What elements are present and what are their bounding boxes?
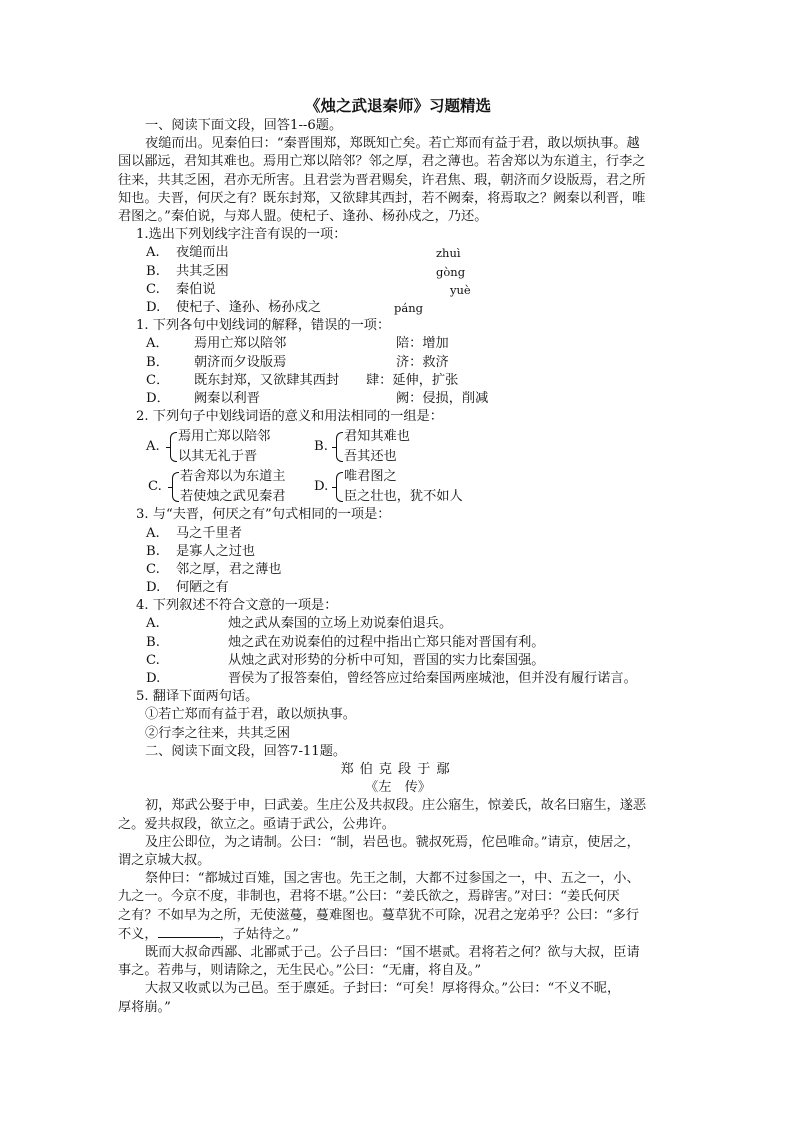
option-text: 共其乏困 [176,263,229,279]
option-text: 烛之武从秦国的立场上劝说秦伯退兵。 [228,616,453,632]
passage-line: 往来，共其乏困，君亦无所害。且君尝为晋君赐矣，许君焦、瑕，朝济而夕设版焉，君之所 [118,172,646,188]
q5-option-c [118,652,678,670]
option-gloss: 济：救济 [396,354,449,370]
translation-item-1: ①若亡郑而有益于君，敢以烦执事。 [145,707,356,723]
option-label: B. [146,543,160,559]
passage-line: 谓之京城大叔。 [118,853,211,869]
q1-option-a [118,244,678,262]
option-label: C. [146,652,160,668]
q4-option-c [118,561,678,579]
option-label: A． [146,336,169,352]
passage-line: 初，郑武公娶于申，曰武姜。生庄公及共叔段。庄公寤生，惊姜氏，故名曰寤生，遂恶 [145,798,647,814]
q5-option-b [118,634,678,652]
option-gloss: 陪：增加 [396,336,449,352]
option-text: 焉用亡郑以陪邻 [194,336,287,352]
option-label: B. [146,263,160,279]
option-label: D. [146,580,161,596]
option-text: 阙秦以利晋 [194,390,260,406]
option-text: 何陋之有 [176,580,229,596]
option-label: B． [146,354,169,370]
q5-option-a [118,615,678,633]
passage-line: 君图之。”秦伯说，与郑人盟。使杞子、逢孙、杨孙戍之，乃还。 [118,209,488,225]
q5-option-d [118,670,678,688]
passage-line: 国以鄙远，君知其难也。焉用亡郑以陪邻？邻之厚，君之薄也。若舍郑以为东道主，行李之 [118,154,646,170]
option-text: 朝济而夕设版焉 [194,354,287,370]
option-gloss: 肆：延伸，扩张 [366,372,459,388]
q3-c-sentence-1: 若舍郑以为东道主 [180,469,286,485]
option-label: A. [146,525,160,541]
q2-option-d [118,390,678,408]
pinyin: páng [394,300,423,315]
option-label: D． [146,390,170,406]
option-text: 从烛之武对形势的分析中可知，晋国的实力比秦国强。 [228,652,545,668]
passage-line: 事之。若弗与，则请除之，无生民心。”公曰：“无庸，将自及。” [118,963,482,979]
q3-a-sentence-1: 焉用亡郑以陪邻 [178,429,271,445]
option-text: 烛之武在劝说秦伯的过程中指出亡郑只能对晋国有利。 [228,634,545,650]
section2-passage [118,797,678,1016]
blank-prefix: 不义， [118,926,158,942]
q3-label-a: A. [146,439,160,455]
q1-option-b [118,263,678,281]
option-label: C． [146,372,170,388]
q1-option-c [118,281,678,299]
passage-line: 之。爱共叔段，欲立之。亟请于武公，公弗许。 [118,816,395,832]
option-text: 邻之厚，君之薄也 [176,561,282,577]
option-text: 既东封郑，又欲肆其西封 [194,372,340,388]
document-page [118,96,678,1017]
option-text: 马之千里者 [176,525,242,541]
option-gloss: 阙：侵损，削减 [396,390,489,406]
article-source: 《左 传》 [365,780,431,796]
q2-option-b [118,354,678,372]
pinyin: gòng [436,264,466,279]
q4-option-a [118,525,678,543]
option-label: C. [146,561,160,577]
q3-d-sentence-1: 唯君图之 [344,469,397,485]
brace-icon [336,432,343,462]
q1-option-d [118,299,678,317]
question-2-stem: 1. 下列各句中划线词的解释，错误的一项： [136,318,391,334]
option-text: 使杞子、逢孙、杨孙戍之 [176,299,322,315]
option-text: 夜缒而出 [176,245,229,261]
option-label: B. [146,634,160,650]
question-1-stem: 1.选出下列划线字注音有误的一项： [136,227,347,243]
option-label: D. [146,671,161,687]
translation-item-2: ②行李之往来，共其乏困 [145,725,291,741]
q3-d-sentence-2: 臣之壮也，犹不如人 [344,489,463,505]
q3-option-grid [118,428,678,506]
passage-line: 之有？不如早为之所，无使滋蔓，蔓难图也。蔓草犹不可除，况君之宠弟乎？公曰：“多行 [118,907,640,923]
section1-heading: 一、阅读下面文段，回答1--6题。 [145,118,343,133]
brace-icon [172,472,179,502]
passage-line: 夜缒而出。见秦伯曰：“秦晋围郑，郑既知亡矣。若亡郑而有益于君，敢以烦执事。越 [145,136,640,152]
article-title: 郑伯克段于鄢 [340,762,456,778]
page-title: 《烛之武退秦师》习题精选 [304,96,491,115]
passage-line: 厚将崩。” [118,999,171,1015]
section2-heading: 二、阅读下面文段，回答7-11题。 [145,743,347,759]
passage-line: 大叔又收贰以为己邑。至于廪延。子封曰：“可矣！厚将得众。”公曰：“不义不昵， [145,981,621,997]
passage-line: 祭仲曰：“都城过百雉，国之害也。先王之制，大都不过参国之一，中、五之一，小、 [145,871,640,887]
option-label: A. [146,245,160,261]
option-text: 是寡人之过也 [176,543,256,559]
option-label: D. [146,299,161,315]
q4-option-d [118,579,678,597]
q3-label-b: B. [314,439,328,455]
question-6-stem: 5. 翻译下面两句话。 [136,689,259,705]
q3-b-sentence-1: 君知其难也 [344,429,410,445]
q3-label-c: C. [148,479,162,495]
option-label: A. [146,616,160,632]
question-3-stem: 2. 下列句子中划线词语的意义和用法相同的一组是： [136,409,443,425]
pinyin: zhuì [436,246,461,261]
q4-option-b [118,543,678,561]
passage-line: 九之一。今京不度，非制也，君将不堪。”公曰：“姜氏欲之，焉辟害。”对曰：“姜氏何厌 [118,889,620,905]
brace-icon [336,472,343,502]
blank-suffix: ，子姑待之。” [219,926,299,942]
passage-line: 既而大叔命西鄙、北鄙贰于己。公子吕曰：“国不堪贰。君将若之何？欲与大叔，臣请 [145,945,640,961]
passage-line: 知也。夫晋，何厌之有？既东封郑，又欲肆其西封，若不阙秦，将焉取之？阙秦以利晋，唯 [118,190,646,206]
option-text: 秦伯说 [176,281,216,297]
fill-in-blank[interactable] [158,925,220,938]
q3-c-sentence-2: 若使烛之武见秦君 [180,489,286,505]
q3-a-sentence-2: 以其无礼于晋 [178,449,258,465]
passage-line: 及庄公即位，为之请制。公曰：“制，岩邑也。虢叔死焉，佗邑唯命。”请京，使居之， [145,834,640,850]
q2-option-c [118,372,678,390]
question-5-stem: 4. 下列叙述不符合文意的一项是： [136,598,338,614]
q3-b-sentence-2: 吾其还也 [344,449,397,465]
pinyin: yuè [450,282,471,297]
q2-option-a [118,335,678,353]
option-text: 晋侯为了报答秦伯，曾经答应过给秦国两座城池，但并没有履行诺言。 [228,671,637,687]
question-4-stem: 3. 与“夫晋，何厌之有”句式相同的一项是： [136,507,391,523]
brace-icon [170,432,177,462]
q3-label-d: D. [314,479,329,495]
option-label: C. [146,281,160,297]
passage-line-with-blank [118,925,678,944]
section1-passage [118,135,678,226]
